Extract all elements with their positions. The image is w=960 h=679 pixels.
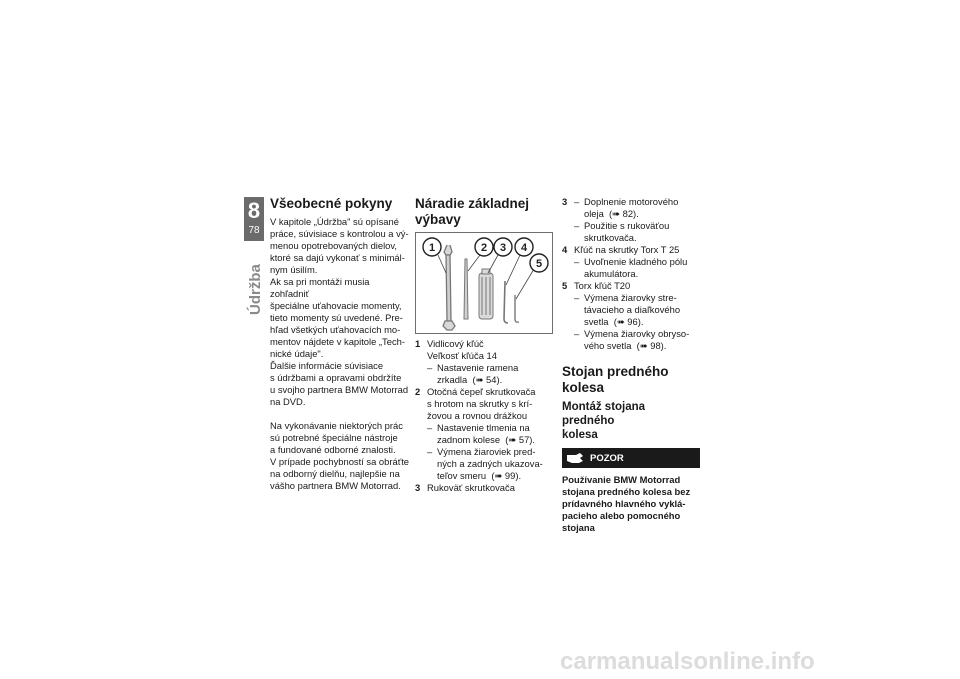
sub-item-line: távacieho a diaľkového [584, 304, 681, 315]
column-toolkit-cont [562, 196, 700, 534]
item-number: 3 [562, 196, 568, 207]
paragraph-general-b [270, 420, 410, 492]
figure-label-4: 4 [520, 242, 528, 254]
text-line: sú potrebné špeciálne nástroje [270, 432, 398, 443]
sub-item [574, 256, 700, 280]
text-line: s údržbami a opravami obdržíte [270, 372, 402, 383]
subheading-line1: Montáž stojana predného [562, 401, 646, 427]
text-line: hľad všetkých uťahovacích mo- [270, 324, 401, 335]
dash-bullet: – [427, 446, 433, 457]
sub-item [427, 422, 553, 446]
text-line: a fundované odborné znalosti. [270, 444, 396, 455]
item-body [427, 482, 553, 494]
sub-item-body [437, 422, 553, 446]
item-line: Otočná čepeľ skrutkovača [427, 386, 536, 397]
wrench-icon [443, 245, 455, 330]
page-reference: (➠ 98). [636, 340, 667, 351]
sub-item-body [584, 328, 700, 352]
sub-item [574, 292, 700, 328]
text-line: nym úsilím. [270, 264, 318, 275]
item-body [574, 244, 700, 280]
sub-item-line: Nastavenie ramena [437, 362, 519, 373]
text-line: nické údaje". [270, 348, 324, 359]
page-reference: (➠ 96). [613, 316, 644, 327]
text-line: na DVD. [270, 396, 306, 407]
list-item [415, 482, 553, 494]
list-item [415, 338, 553, 386]
heading-toolkit [415, 196, 553, 228]
heading-general-notes: Všeobecné pokyny [270, 196, 393, 211]
figure-label-2: 2 [480, 242, 488, 254]
dash-bullet: – [574, 220, 580, 231]
text-line: V kapitole „Údržba" sú opísané [270, 216, 399, 227]
list-item [415, 386, 553, 482]
sub-item-line: Doplnenie motorového [584, 196, 679, 207]
paragraph-general-a [270, 216, 410, 408]
sub-item-line: Použitie s rukoväťou [584, 220, 670, 231]
watermark: carmanualsonline.info [560, 648, 815, 675]
item-number: 2 [415, 386, 421, 397]
sub-item-body [584, 220, 700, 244]
sub-item-body [584, 292, 700, 328]
sub-item-line: Nastavenie tlmenia na [437, 422, 530, 433]
column-general-notes [270, 196, 410, 492]
sub-item-body [584, 196, 700, 220]
sub-item-line: ných a zadných ukazova- [437, 458, 543, 469]
sub-item-line: zadnom kolese (➠ 57). [437, 434, 536, 445]
item-line: Veľkosť kľúča 14 [427, 350, 497, 361]
sub-item-body [437, 362, 553, 386]
sub-item-body [584, 256, 700, 280]
chapter-vertical-label: Údržba [247, 264, 264, 315]
item-line: Torx kľúč T20 [574, 280, 631, 291]
sub-item [427, 446, 553, 482]
dash-bullet: – [427, 422, 433, 433]
text-line: tieto momenty sú uvedené. Pre- [270, 312, 403, 323]
sub-item-line: skrutkovača. [584, 232, 637, 243]
page-reference: (➠ 57). [505, 434, 536, 445]
sub-item [574, 196, 700, 220]
text-line: práce, súvisiace s kontrolou a vý- [270, 228, 409, 239]
text-line: V prípade pochybností sa obráťte [270, 456, 410, 467]
toolkit-list [415, 338, 553, 494]
sub-item-line: teľov smeru (➠ 99). [437, 470, 522, 481]
warning-label: POZOR [590, 452, 624, 464]
page-reference: (➠ 54). [472, 374, 503, 385]
item-body [427, 338, 553, 386]
sub-item-body [437, 446, 553, 482]
item-line: s hrotom na skrutky s krí- [427, 398, 533, 409]
text-line: Na vykonávanie niektorých prác [270, 420, 403, 431]
warning-text-line: pacieho alebo pomocného [562, 510, 681, 521]
text-line: na odborný dielňu, najlepšie na [270, 468, 400, 479]
torx-key-icon [504, 281, 508, 323]
sub-item [427, 362, 553, 386]
sub-item-line: oleja (➠ 82). [584, 208, 639, 219]
heading-toolkit-line2: výbavy [415, 212, 461, 227]
sub-item-line: Uvoľnenie kladného pólu [584, 256, 688, 267]
dash-bullet: – [574, 256, 580, 267]
warning-text-line: stojana [562, 522, 595, 533]
item-number: 5 [562, 280, 568, 291]
warning-text-line: prídavného hlavného vyklá- [562, 498, 686, 509]
subheading-front-stand-mount [562, 400, 700, 442]
item-body [574, 196, 700, 244]
text-line: u svojho partnera BMW Motorrad [270, 384, 409, 395]
item-body [574, 280, 700, 352]
sub-item-line: vého svetla (➠ 98). [584, 340, 667, 351]
toolkit-illustration [416, 233, 552, 333]
dash-bullet: – [427, 362, 433, 373]
item-line: žovou a rovnou drážkou [427, 410, 528, 421]
text-line: Ak sa pri montáži musia zohľadniť [270, 276, 370, 299]
item-line: Kľúč na skrutky Torx T 25 [574, 244, 680, 255]
text-line: Ďalšie informácie súvisiace [270, 360, 384, 371]
subheading-line2: kolesa [562, 429, 598, 441]
sub-item-line: Výmena žiarovky obryso- [584, 328, 690, 339]
item-number: 3 [415, 482, 421, 493]
list-item [562, 280, 700, 352]
chapter-number: 8 [247, 198, 261, 223]
text-line: vášho partnera BMW Motorrad. [270, 480, 401, 491]
sub-item-line: Výmena žiarovky stre- [584, 292, 677, 303]
screwdriver-handle-icon [479, 269, 493, 319]
text-line: špeciálne uťahovacie momenty, [270, 300, 402, 311]
sub-item [574, 328, 700, 352]
toolkit-figure [415, 232, 553, 334]
figure-label-3: 3 [499, 242, 507, 254]
sub-item-line: zrkadla (➠ 54). [437, 374, 503, 385]
heading-front-stand: Stojan predného kolesa [562, 364, 669, 395]
page-number: 78 [248, 225, 260, 236]
sub-item-line: svetla (➠ 96). [584, 316, 644, 327]
item-line: Vidlicový kľúč [427, 338, 484, 349]
page-reference: (➠ 99). [491, 470, 522, 481]
warning-hand-icon [566, 452, 584, 464]
item-number: 1 [415, 338, 421, 349]
warning-text-line: Používanie BMW Motorrad [562, 474, 681, 485]
dash-bullet: – [574, 292, 580, 303]
item-number: 4 [562, 244, 568, 255]
heading-toolkit-line1: Náradie základnej [415, 196, 530, 211]
column-toolkit [415, 196, 553, 494]
sub-item-line: akumulátora. [584, 268, 639, 279]
list-item [562, 196, 700, 244]
torx-key-small-icon [515, 295, 519, 322]
figure-label-1: 1 [428, 242, 436, 254]
warning-banner [562, 448, 700, 468]
screwdriver-bit-icon [464, 259, 468, 319]
text-line: ktoré sa dajú vykonať s minimál- [270, 252, 405, 263]
list-item [562, 244, 700, 280]
warning-text [562, 474, 700, 534]
dash-bullet: – [574, 328, 580, 339]
text-line: menou opotrebovaných dielov, [270, 240, 397, 251]
dash-bullet: – [574, 196, 580, 207]
toolkit-list-continued [562, 196, 700, 352]
sub-item-line: Výmena žiaroviek pred- [437, 446, 536, 457]
figure-label-5: 5 [535, 258, 543, 270]
page-reference: (➠ 82). [609, 208, 639, 219]
item-line: Rukoväť skrutkovača [427, 482, 515, 493]
text-line: mentov nájdete v kapitole „Tech- [270, 336, 405, 347]
item-body [427, 386, 553, 482]
warning-text-line: stojana predného kolesa bez [562, 486, 691, 497]
sub-item [574, 220, 700, 244]
